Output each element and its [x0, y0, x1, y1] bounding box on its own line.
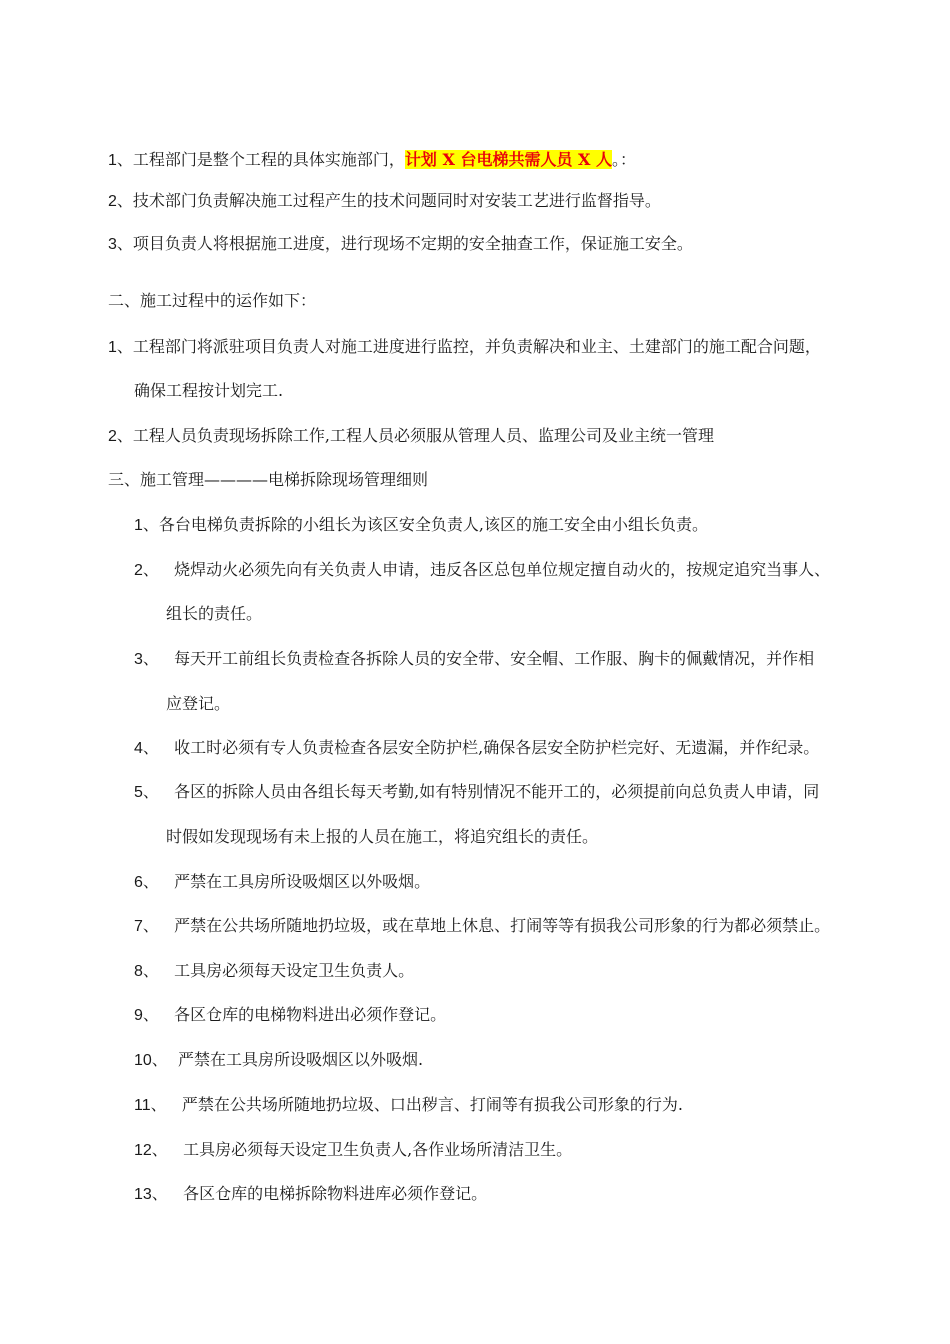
item-text: 烧焊动火必须先向有关负责人申请，违反各区总包单位规定擅自动火的，按规定追究当事人、	[174, 560, 831, 579]
item-number: 1、	[134, 517, 159, 534]
item-number: 4、	[134, 740, 159, 757]
item-text: 工程人员负责现场拆除工作,工程人员必须服从管理人员、监理公司及业主统一管理	[132, 426, 714, 445]
rule-item-3-cont: 应登记。	[166, 694, 231, 713]
item-number: 3、	[108, 236, 133, 253]
rule-item-8	[134, 960, 414, 983]
paragraph-s2-1-cont: 确保工程按计划完工.	[134, 381, 284, 400]
item-text: 工具房必须每天设定卫生负责人。	[174, 961, 415, 980]
item-text: 工具房必须每天设定卫生负责人,各作业场所清洁卫生。	[183, 1140, 573, 1159]
item-text: 项目负责人将根据施工进度，进行现场不定期的安全抽查工作，保证施工安全。	[132, 234, 693, 253]
item-number: 7、	[134, 918, 159, 935]
item-text: 技术部门负责解决施工过程产生的技术问题同时对安装工艺进行监督指导。	[132, 191, 661, 210]
item-text: 严禁在公共场所随地扔垃圾、口出秽言、打闹等有损我公司形象的行为.	[181, 1095, 683, 1114]
highlighted-text: 计划 X 台电梯共需人员 X 人	[404, 150, 613, 169]
paragraph-s1-1	[108, 149, 636, 172]
item-text: 严禁在工具房所设吸烟区以外吸烟。	[174, 872, 431, 891]
rule-item-1	[134, 514, 708, 537]
rule-item-6	[134, 871, 430, 894]
item-number: 1、	[108, 152, 133, 169]
rule-item-3	[134, 648, 814, 671]
item-number: 2、	[108, 193, 133, 210]
item-number: 8、	[134, 963, 159, 980]
rule-item-5-cont: 时假如发现现场有未上报的人员在施工，将追究组长的责任。	[166, 827, 599, 846]
item-text-tail: 。：	[612, 150, 637, 169]
item-number: 5、	[134, 784, 159, 801]
item-text: 每天开工前组长负责检查各拆除人员的安全带、安全帽、工作服、胸卡的佩戴情况，并作相	[174, 649, 815, 668]
paragraph-s1-3	[108, 233, 693, 256]
item-text: 收工时必须有专人负责检查各层安全防护栏,确保各层安全防护栏完好、无遗漏，并作纪录。	[174, 738, 820, 757]
paragraph-s2-2	[108, 425, 714, 448]
item-text: 严禁在工具房所设吸烟区以外吸烟.	[177, 1050, 424, 1069]
rule-item-10	[134, 1049, 423, 1072]
item-text: 各区仓库的电梯物料进出必须作登记。	[174, 1005, 447, 1024]
item-number: 11、	[134, 1097, 167, 1114]
rule-item-12	[134, 1139, 572, 1162]
item-number: 6、	[134, 874, 159, 891]
paragraph-s1-2	[108, 190, 661, 213]
section-heading-3: 三、施工管理————电梯拆除现场管理细则	[108, 470, 429, 489]
rule-item-5	[134, 781, 819, 804]
item-number: 10、	[134, 1052, 168, 1069]
item-text: 严禁在公共场所随地扔垃圾，或在草地上休息、打闹等等有损我公司形象的行为都必须禁止。	[174, 916, 831, 935]
rule-item-11	[134, 1094, 683, 1117]
item-text: 各区仓库的电梯拆除物料进库必须作登记。	[183, 1184, 488, 1203]
item-text: 各台电梯负责拆除的小组长为该区安全负责人,该区的施工安全由小组长负责。	[158, 515, 708, 534]
item-number: 12、	[134, 1142, 168, 1159]
rule-item-9	[134, 1004, 446, 1027]
item-text: 工程部门是整个工程的具体实施部门，	[132, 150, 405, 169]
item-number: 1、	[108, 339, 133, 356]
item-number: 3、	[134, 651, 159, 668]
section-heading-2: 二、施工过程中的运作如下：	[108, 291, 317, 310]
paragraph-s2-1	[108, 336, 821, 359]
item-number: 9、	[134, 1007, 159, 1024]
rule-item-2	[134, 559, 830, 582]
item-text: 工程部门将派驻项目负责人对施工进度进行监控，并负责解决和业主、土建部门的施工配合问题，	[132, 337, 821, 356]
item-number: 2、	[108, 428, 133, 445]
rule-item-7	[134, 915, 830, 938]
item-number: 2、	[134, 562, 159, 579]
rule-item-13	[134, 1183, 487, 1206]
rule-item-4	[134, 737, 819, 760]
rule-item-2-cont: 组长的责任。	[166, 604, 263, 623]
item-number: 13、	[134, 1186, 168, 1203]
item-text: 各区的拆除人员由各组长每天考勤,如有特别情况不能开工的，必须提前向总负责人申请，同	[174, 782, 820, 801]
